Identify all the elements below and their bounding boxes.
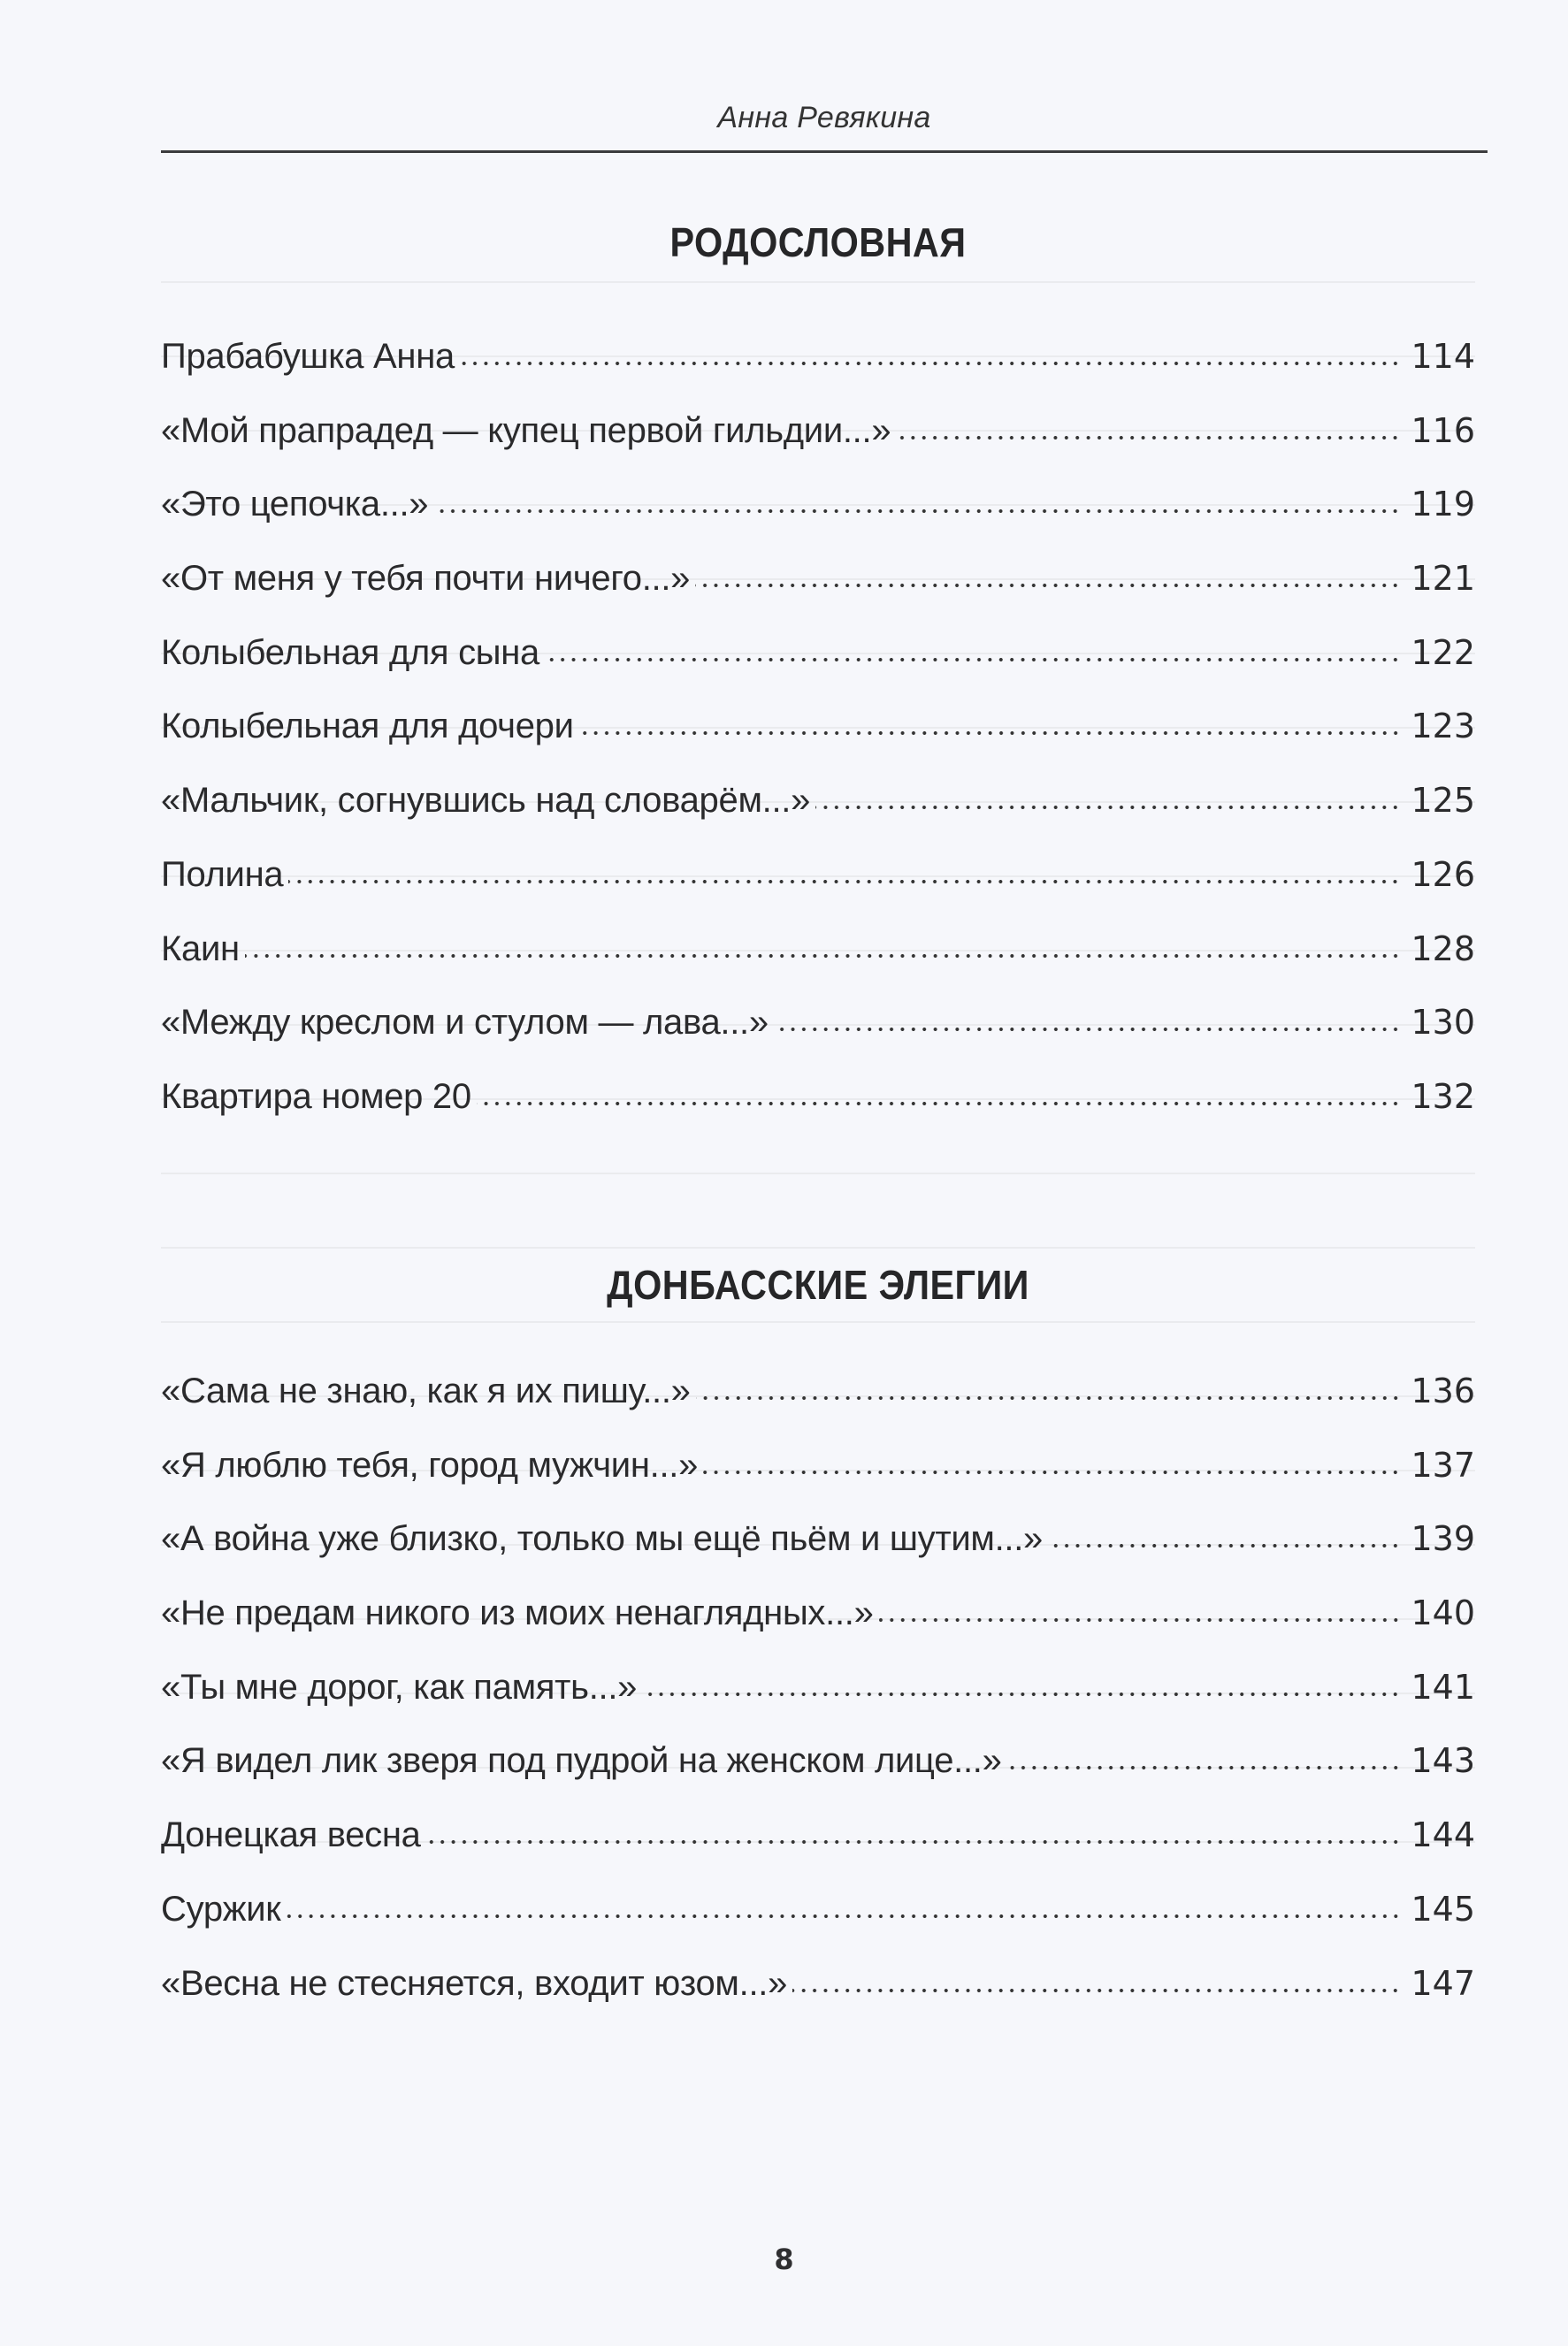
toc-entry-title: Колыбельная для дочери: [161, 707, 574, 746]
toc-entry-title: Прабабушка Анна: [161, 337, 455, 376]
toc-list-donbasskie-elegii: [161, 1355, 1475, 2021]
toc-entry-title: «Мальчик, согнувшись над словарём...»: [161, 781, 811, 821]
toc-entry-page: 137: [1411, 1445, 1475, 1485]
toc-entry[interactable]: [161, 1577, 1475, 1651]
toc-entry-title: «Это цепочка...»: [161, 485, 429, 524]
toc-entry[interactable]: [161, 616, 1475, 691]
toc-entry-page: 147: [1411, 1963, 1475, 2003]
toc-entry[interactable]: [161, 764, 1475, 838]
toc-entry-title: «Мой прапрадед — купец первой гильдии...»: [161, 410, 891, 450]
toc-entry[interactable]: [161, 986, 1475, 1060]
toc-entry-title: «Между креслом и стулом — лава...»: [161, 1003, 769, 1043]
toc-entry-page: 114: [1411, 337, 1475, 376]
toc-entry-title: Каин: [161, 928, 240, 968]
dot-leader: [426, 1838, 1401, 1846]
toc-entry[interactable]: [161, 1355, 1475, 1429]
toc-entry[interactable]: [161, 1502, 1475, 1577]
toc-entry-page: 140: [1411, 1593, 1475, 1633]
toc-entry[interactable]: [161, 1724, 1475, 1799]
toc-entry-title: Колыбельная для сына: [161, 632, 539, 672]
toc-entry-page: 132: [1411, 1076, 1475, 1116]
dot-leader: [477, 1099, 1401, 1108]
dot-leader: [433, 507, 1401, 516]
toc-entry[interactable]: [161, 1651, 1475, 1725]
toc-entry-title: «Я люблю тебя, город мужчин...»: [161, 1445, 699, 1485]
toc-entry[interactable]: [161, 1060, 1475, 1135]
running-head-author: Анна Ревякина: [717, 101, 931, 134]
dot-leader: [642, 1690, 1401, 1699]
dot-leader: [774, 1025, 1401, 1034]
page-number: 8: [774, 2243, 794, 2276]
toc-entry[interactable]: [161, 1947, 1475, 2021]
toc-entry-page: 122: [1411, 632, 1475, 672]
dot-leader: [792, 1986, 1401, 1995]
toc-entry[interactable]: [161, 320, 1475, 394]
toc-entry-title: «От меня у тебя почти ничего...»: [161, 559, 691, 599]
toc-entry-title: «Сама не знаю, как я их пишу...»: [161, 1372, 691, 1410]
toc-entry-page: 136: [1411, 1372, 1475, 1410]
toc-entry-page: 116: [1411, 410, 1475, 450]
toc-entry-title: Донецкая весна: [161, 1815, 421, 1855]
toc-entry[interactable]: [161, 1799, 1475, 1873]
toc-entry[interactable]: [161, 1873, 1475, 1947]
section-title-donbasskie-elegii: ДОНБАССКИЕ ЭЛЕГИИ: [607, 1262, 1029, 1308]
section-title-rodoslovnaya: РОДОСЛОВНАЯ: [669, 219, 967, 265]
toc-entry-title: Суржик: [161, 1889, 281, 1929]
toc-entry-page: 121: [1411, 559, 1475, 599]
toc-entry-page: 145: [1411, 1889, 1475, 1929]
toc-entry-page: 125: [1411, 781, 1475, 821]
toc-entry-title: Полина: [161, 854, 284, 894]
dot-leader: [1007, 1763, 1401, 1772]
dot-leader: [288, 877, 1401, 886]
toc-list-rodoslovnaya: [161, 320, 1475, 1135]
toc-entry[interactable]: [161, 394, 1475, 469]
header-rule: [161, 150, 1488, 153]
dot-leader: [545, 655, 1401, 664]
toc-entry-title: «Ты мне дорог, как память...»: [161, 1667, 638, 1707]
toc-entry-title: Квартира номер 20: [161, 1076, 471, 1116]
toc-entry-page: 119: [1411, 485, 1475, 524]
toc-entry-page: 123: [1411, 707, 1475, 746]
dot-leader: [815, 803, 1401, 812]
toc-entry-page: 141: [1411, 1667, 1475, 1707]
dot-leader: [696, 1394, 1401, 1402]
toc-entry-page: 130: [1411, 1003, 1475, 1043]
toc-entry-page: 143: [1411, 1741, 1475, 1781]
toc-entry-title: «Не предам никого из моих ненаглядных...»: [161, 1593, 874, 1633]
toc-entry[interactable]: [161, 542, 1475, 616]
toc-entry-page: 144: [1411, 1815, 1475, 1855]
toc-entry[interactable]: [161, 838, 1475, 913]
dot-leader: [1048, 1541, 1401, 1550]
toc-entry[interactable]: [161, 468, 1475, 542]
dot-leader: [896, 433, 1401, 442]
dot-leader: [695, 581, 1401, 590]
dot-leader: [460, 359, 1401, 368]
toc-entry-title: «А война уже близко, только мы ещё пьём и шутим...»: [161, 1519, 1043, 1559]
dot-leader: [287, 1912, 1402, 1921]
dot-leader: [245, 951, 1401, 960]
toc-entry-title: «Я видел лик зверя под пудрой на женском лице...»: [161, 1741, 1002, 1781]
toc-entry-page: 139: [1411, 1519, 1475, 1559]
toc-entry[interactable]: [161, 1429, 1475, 1503]
toc-entry-page: 128: [1411, 928, 1475, 968]
dot-leader: [579, 729, 1401, 737]
dot-leader: [879, 1616, 1401, 1624]
toc-entry-page: 126: [1411, 854, 1475, 894]
dot-leader: [703, 1468, 1401, 1477]
toc-entry-title: «Весна не стесняется, входит юзом...»: [161, 1963, 788, 2003]
toc-entry[interactable]: [161, 913, 1475, 987]
toc-entry[interactable]: [161, 690, 1475, 764]
